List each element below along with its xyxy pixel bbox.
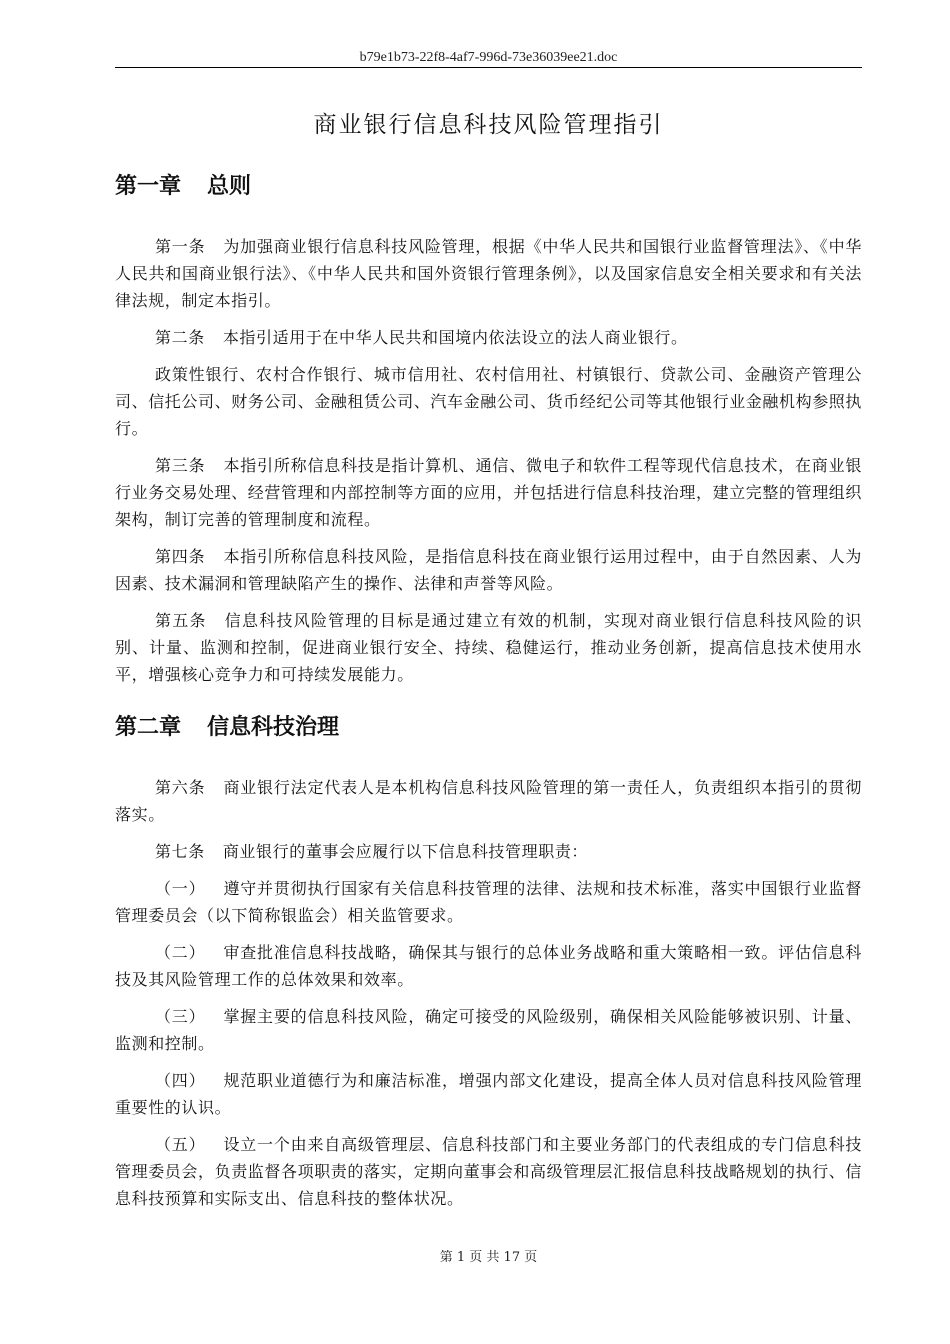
article-text: 商业银行法定代表人是本机构信息科技风险管理的第一责任人，负责组织本指引的贯彻落实。 bbox=[115, 778, 862, 824]
article-text: 审查批准信息科技战略，确保其与银行的总体业务战略和重大策略相一致。评估信息科技及其风险管理工作的总体效果和效率。 bbox=[115, 943, 862, 989]
document-body bbox=[115, 97, 862, 1222]
article-text: 本指引适用于在中华人民共和国境内依法设立的法人商业银行。 bbox=[222, 328, 688, 347]
article-paragraph bbox=[115, 1003, 862, 1057]
chapter-number: 第一章 bbox=[115, 174, 182, 199]
article-text: 为加强商业银行信息科技风险管理，根据《中华人民共和国银行业监督管理法》、《中华人民共和国商业银行法》、《中华人民共和国外资银行管理条例》，以及国家信息安全相关要求和有关法律法规，制定本指引。 bbox=[115, 237, 862, 310]
chapter-number: 第二章 bbox=[115, 715, 182, 740]
article-label: （四） bbox=[155, 1071, 206, 1090]
article-text: 规范职业道德行为和廉洁标准，增强内部文化建设，提高全体人员对信息科技风险管理重要性的认识。 bbox=[115, 1071, 862, 1117]
header-filename: b79e1b73-22f8-4af7-996d-73e36039ee21.doc bbox=[359, 50, 618, 65]
article-paragraph bbox=[115, 1131, 862, 1212]
article-paragraph bbox=[115, 875, 862, 929]
article-label: 第六条 bbox=[155, 778, 206, 797]
document-title: 商业银行信息科技风险管理指引 bbox=[313, 112, 664, 138]
article-paragraph bbox=[115, 361, 862, 442]
article-paragraph bbox=[115, 543, 862, 597]
article-label: 第七条 bbox=[155, 842, 205, 861]
article-text: 政策性银行、农村合作银行、城市信用社、农村信用社、村镇银行、贷款公司、金融资产管理公司、信托公司、财务公司、金融租赁公司、汽车金融公司、货币经纪公司等其他银行业金融机构参照执行。 bbox=[115, 365, 863, 438]
chapter-name: 总则 bbox=[207, 174, 252, 199]
article-label: （五） bbox=[155, 1135, 206, 1154]
article-label: 第三条 bbox=[155, 456, 206, 475]
article-text: 设立一个由来自高级管理层、信息科技部门和主要业务部门的代表组成的专门信息科技管理委员会，负责监督各项职责的落实，定期向董事会和高级管理层汇报信息科技战略规划的执行、信息科技预算和实际支出、信息科技的整体状况。 bbox=[115, 1135, 863, 1208]
chapter-name: 信息科技治理 bbox=[207, 715, 340, 740]
article-paragraph bbox=[115, 233, 862, 314]
article-label: （三） bbox=[155, 1007, 206, 1026]
article-text: 信息科技风险管理的目标是通过建立有效的机制，实现对商业银行信息科技风险的识别、计量、监测和控制，促进商业银行安全、持续、稳健运行，推动业务创新，提高信息技术使用水平，增强核心竞争力和可持续发展能力。 bbox=[115, 611, 862, 684]
article-label: 第一条 bbox=[155, 237, 206, 256]
page-number: 第 1 页 共 17 页 bbox=[439, 1250, 538, 1265]
article-label: 第二条 bbox=[155, 328, 205, 347]
article-text: 商业银行的董事会应履行以下信息科技管理职责： bbox=[222, 842, 589, 861]
article-label: 第五条 bbox=[155, 611, 207, 630]
article-paragraph bbox=[115, 1067, 862, 1121]
article-paragraph bbox=[115, 939, 862, 993]
article-label: （二） bbox=[155, 943, 206, 962]
article-paragraph bbox=[115, 452, 862, 533]
article-text: 本指引所称信息科技是指计算机、通信、微电子和软件工程等现代信息技术，在商业银行业务交易处理、经营管理和内部控制等方面的应用，并包括进行信息科技治理，建立完整的管理组织架构，制订完善的管理制度和流程。 bbox=[115, 456, 863, 529]
chapter-heading-2 bbox=[115, 708, 862, 748]
article-text: 遵守并贯彻执行国家有关信息科技管理的法律、法规和技术标准，落实中国银行业监督管理委员会（以下简称银监会）相关监管要求。 bbox=[115, 879, 862, 925]
article-paragraph bbox=[115, 324, 862, 351]
chapter-heading-1 bbox=[115, 167, 862, 207]
article-paragraph bbox=[115, 607, 862, 688]
article-text: 掌握主要的信息科技风险，确定可接受的风险级别，确保相关风险能够被识别、计量、监测和控制。 bbox=[115, 1007, 862, 1053]
article-text: 本指引所称信息科技风险，是指信息科技在商业银行运用过程中，由于自然因素、人为因素、技术漏洞和管理缺陷产生的操作、法律和声誉等风险。 bbox=[115, 547, 862, 593]
article-paragraph bbox=[115, 774, 862, 828]
header-divider bbox=[115, 67, 862, 68]
article-label: （一） bbox=[155, 879, 206, 898]
article-paragraph bbox=[115, 838, 862, 865]
article-label: 第四条 bbox=[155, 547, 206, 566]
